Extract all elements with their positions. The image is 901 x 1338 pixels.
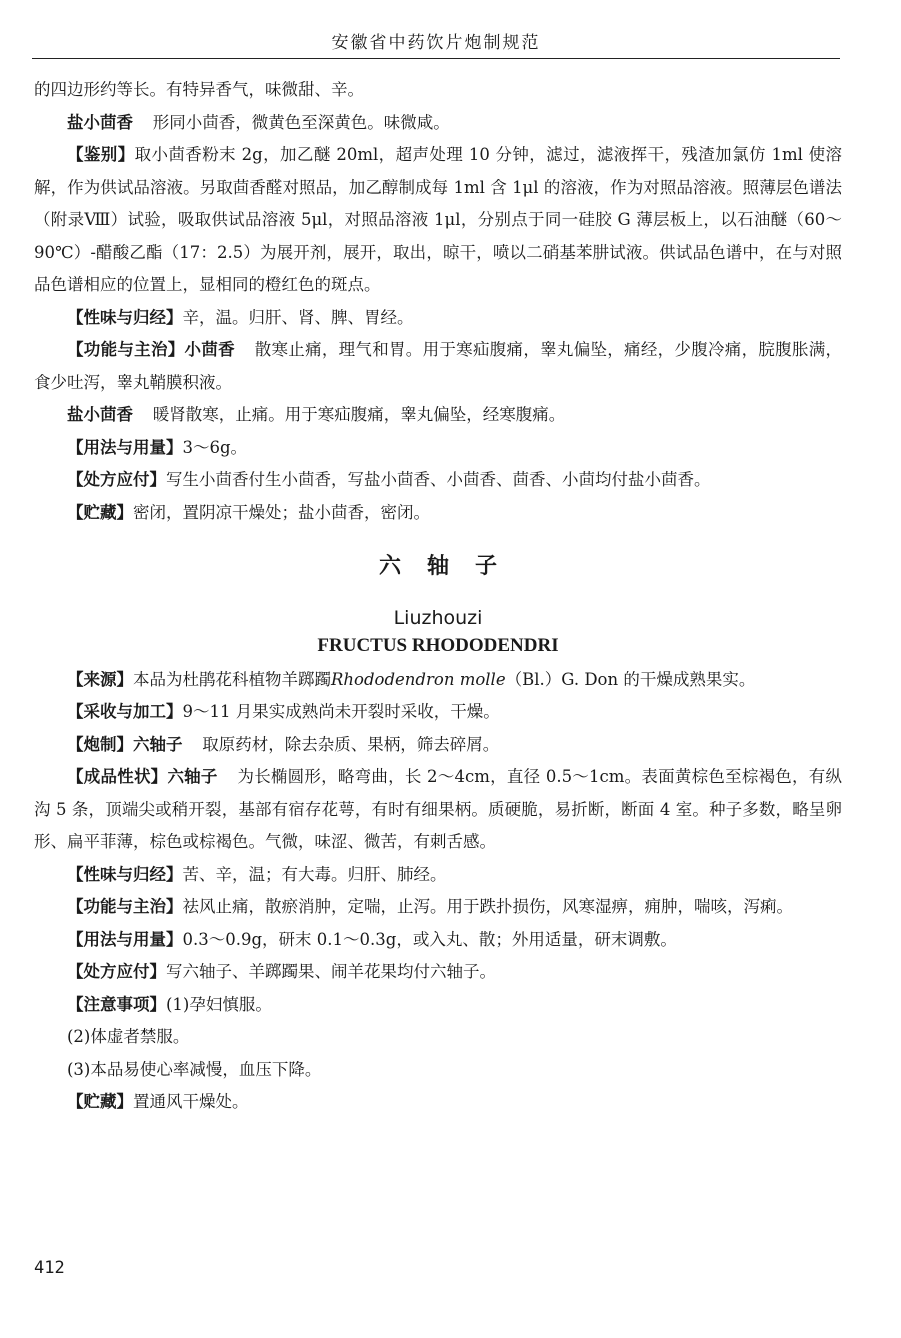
text: 3～6g。: [182, 437, 248, 457]
paragraph-functions: [34, 334, 842, 399]
paragraph-precaution-item: [34, 1054, 842, 1087]
text: 写生小茴香付生小茴香，写盐小茴香、小茴香、茴香、小茴均付盐小茴香。: [166, 470, 711, 489]
text: 祛风止痛，散瘀消肿，定喘，止泻。用于跌扑损伤，风寒湿痹，痈肿，喘咳，泻痢。: [182, 897, 793, 916]
entry-pinyin: Liuzhouzi: [393, 606, 483, 629]
paragraph-nature-meridian: [34, 302, 842, 335]
text: 0.3～0.9g，研末 0.1～0.3g，或入丸、散；外用适量，研末调敷。: [182, 929, 677, 949]
paragraph-precautions: [34, 989, 842, 1022]
text: (1)孕妇慎服。: [166, 994, 272, 1014]
paragraph-identification: [34, 139, 842, 302]
section-label: 【鉴别】: [67, 145, 135, 164]
text: 9～11 月果实成熟尚未开裂时采收，干燥。: [182, 702, 500, 721]
text: 写六轴子、羊踯躅果、闹羊花果均付六轴子。: [166, 962, 496, 981]
paragraph-storage: [34, 1086, 842, 1119]
section-label: 【用法与用量】: [67, 437, 183, 457]
latin-binomial: Rhododendron molle: [331, 669, 506, 689]
paragraph-prescription: [34, 956, 842, 989]
text: 苦、辛，温；有大毒。归肝、肺经。: [182, 864, 447, 884]
text: 散寒止痛，理气和胃。用于寒疝腹痛，睾丸偏坠，痛经，少腹冷痛，脘腹胀满，食少吐泻，睾丸鞘膜积液。: [34, 340, 843, 392]
paragraph-appearance-end: [34, 74, 842, 107]
text: 暖肾散寒，止痛。用于寒疝腹痛，睾丸偏坠，经寒腹痛。: [152, 405, 566, 424]
section-label: 【性味与归经】: [67, 864, 183, 884]
running-header: [32, 18, 840, 59]
section-label: 【炮制】: [67, 734, 133, 754]
section-label: 【性味与归经】: [67, 307, 183, 327]
paragraph-harvest: [34, 696, 842, 729]
subheading: 盐小茴香: [67, 405, 133, 424]
entry-title: 六轴子: [378, 554, 523, 579]
page-body: [34, 74, 842, 1119]
paragraph-functions: [34, 891, 842, 924]
section-label: 【处方应付】: [67, 470, 166, 489]
paragraph-prescription: [34, 464, 842, 497]
text: 置通风干燥处。: [133, 1092, 249, 1111]
paragraph-storage: [34, 497, 842, 530]
text: (3)本品易使心率减慢，血压下降。: [67, 1059, 322, 1079]
section-label: 【来源】: [67, 669, 133, 689]
paragraph-salted-fennel-functions: [34, 399, 842, 432]
header-title: 安徽省中药饮片炮制规范: [331, 33, 541, 53]
section-label: 【用法与用量】: [67, 929, 183, 949]
section-label: 【贮藏】: [67, 502, 133, 522]
text: （Bl.）G. Don 的干燥成熟果实。: [505, 669, 756, 689]
text: 为长椭圆形，略弯曲，长 2～4cm，直径 0.5～1cm。表面黄棕色至棕褐色，有纵沟 5 条，顶端尖或稍开裂，基部有宿存花萼，有时有细果柄。质硬脆，易折断，断面 4 室。种子多数，略呈卵形、扁平菲薄，棕色或棕褐色。气微，味涩、微苦，有刺舌感。: [34, 767, 843, 851]
subheading: 小茴香: [184, 340, 235, 359]
text: 的四边形约等长。有特异香气，味微甜、辛。: [34, 80, 364, 99]
section-label: 【注意事项】: [67, 994, 166, 1014]
text: 本品为杜鹃花科植物羊踯躅: [133, 669, 331, 689]
section-label: 【功能与主治】: [67, 340, 185, 359]
paragraph-processing: [34, 729, 842, 762]
subheading: 六轴子: [133, 734, 183, 754]
text: 密闭，置阴凉干燥处；盐小茴香，密闭。: [133, 502, 430, 522]
paragraph-source: [34, 664, 842, 697]
section-label: 【功能与主治】: [67, 897, 183, 916]
subheading: 盐小茴香: [67, 112, 133, 132]
text: 取小茴香粉末 2g，加乙醚 20ml，超声处理 10 分钟，滤过，滤液挥干，残渣加氯仿 1ml 使溶解，作为供试品溶液。另取茴香醛对照品，加乙醇制成每 1ml 含 1μl 的溶液，作为对照品溶液。照薄层色谱法（附录Ⅷ）试验，吸取供试品溶液 5μl，对照品溶液 1μl，分别点于同一硅胶 G 薄层板上，以石油醚（60～90℃）-醋酸乙酯（17：2.5）为展开剂，展开，取出，晾干，喷以二硝基苯肼试液。供试品色谱中，在与对照品色谱相应的位置上，显相同的橙红色的斑点。: [34, 145, 842, 294]
section-label: 【采收与加工】: [67, 702, 183, 721]
section-label: 【贮藏】: [67, 1092, 133, 1111]
subheading: 六轴子: [167, 767, 218, 786]
paragraph-nature-meridian: [34, 859, 842, 892]
page-number: 412: [34, 1258, 65, 1278]
text: (2)体虚者禁服。: [67, 1027, 190, 1046]
text: 辛，温。归肝、肾、脾、胃经。: [182, 307, 414, 327]
text: 形同小茴香，微黄色至深黄色。味微咸。: [152, 112, 450, 132]
entry-latin-name: FRUCTUS RHODODENDRI: [317, 634, 559, 656]
paragraph-product-traits: [34, 761, 842, 859]
paragraph-precaution-item: [34, 1021, 842, 1054]
section-label: 【成品性状】: [67, 767, 168, 786]
paragraph-salted-fennel-appearance: [34, 107, 842, 140]
text: 取原药材，除去杂质、果柄，筛去碎屑。: [202, 734, 500, 754]
paragraph-dosage: [34, 432, 842, 465]
paragraph-dosage: [34, 924, 842, 957]
section-label: 【处方应付】: [67, 962, 166, 981]
